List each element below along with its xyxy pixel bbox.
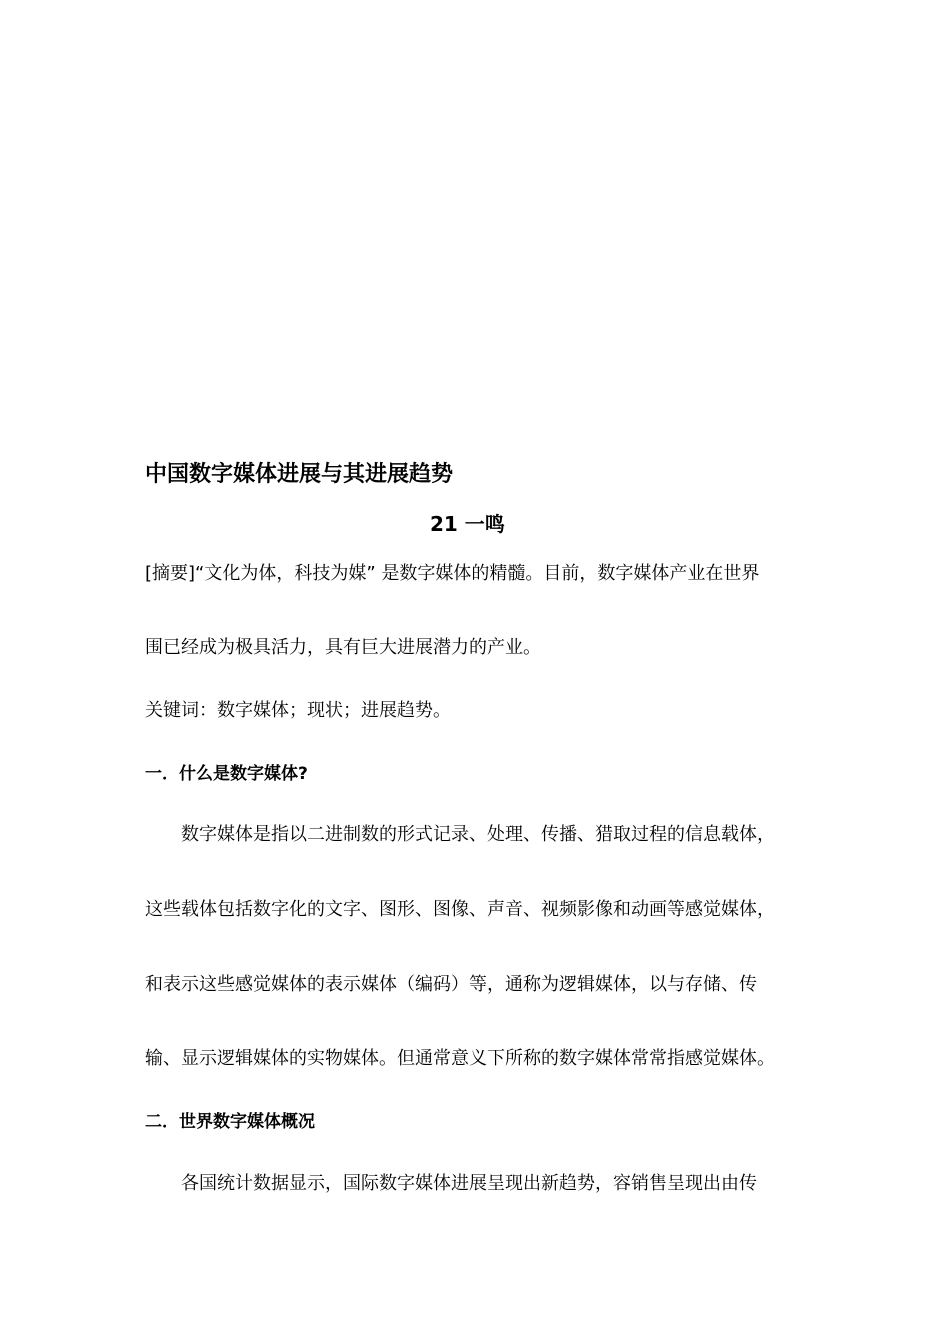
keywords-line: 关键词：数字媒体；现状；进展趋势。 bbox=[145, 700, 451, 721]
author-byline: 21 一鸣 bbox=[430, 512, 505, 536]
paragraph-line: 这些载体包括数字化的文字、图形、图像、声音、视频影像和动画等感觉媒体， bbox=[145, 899, 775, 920]
paragraph-line: 各国统计数据显示，国际数字媒体进展呈现出新趋势，容销售呈现出由传 bbox=[181, 1173, 757, 1194]
section-2-heading: 二．世界数字媒体概况 bbox=[145, 1112, 315, 1132]
section-1-heading: 一．什么是数字媒体? bbox=[145, 764, 308, 784]
abstract-line-2: 围已经成为极具活力，具有巨大进展潜力的产业。 bbox=[145, 637, 541, 658]
document-title: 中国数字媒体进展与其进展趋势 bbox=[145, 462, 454, 487]
abstract-line-1: [摘要]“文化为体，科技为媒” 是数字媒体的精髓。目前，数字媒体产业在世界 bbox=[145, 563, 760, 584]
paragraph-line: 数字媒体是指以二进制数的形式记录、处理、传播、猎取过程的信息载体， bbox=[181, 824, 775, 845]
paragraph-line: 和表示这些感觉媒体的表示媒体（编码）等，通称为逻辑媒体，以与存储、传 bbox=[145, 974, 757, 995]
paragraph-line: 输、显示逻辑媒体的实物媒体。但通常意义下所称的数字媒体常常指感觉媒体。 bbox=[145, 1048, 775, 1069]
